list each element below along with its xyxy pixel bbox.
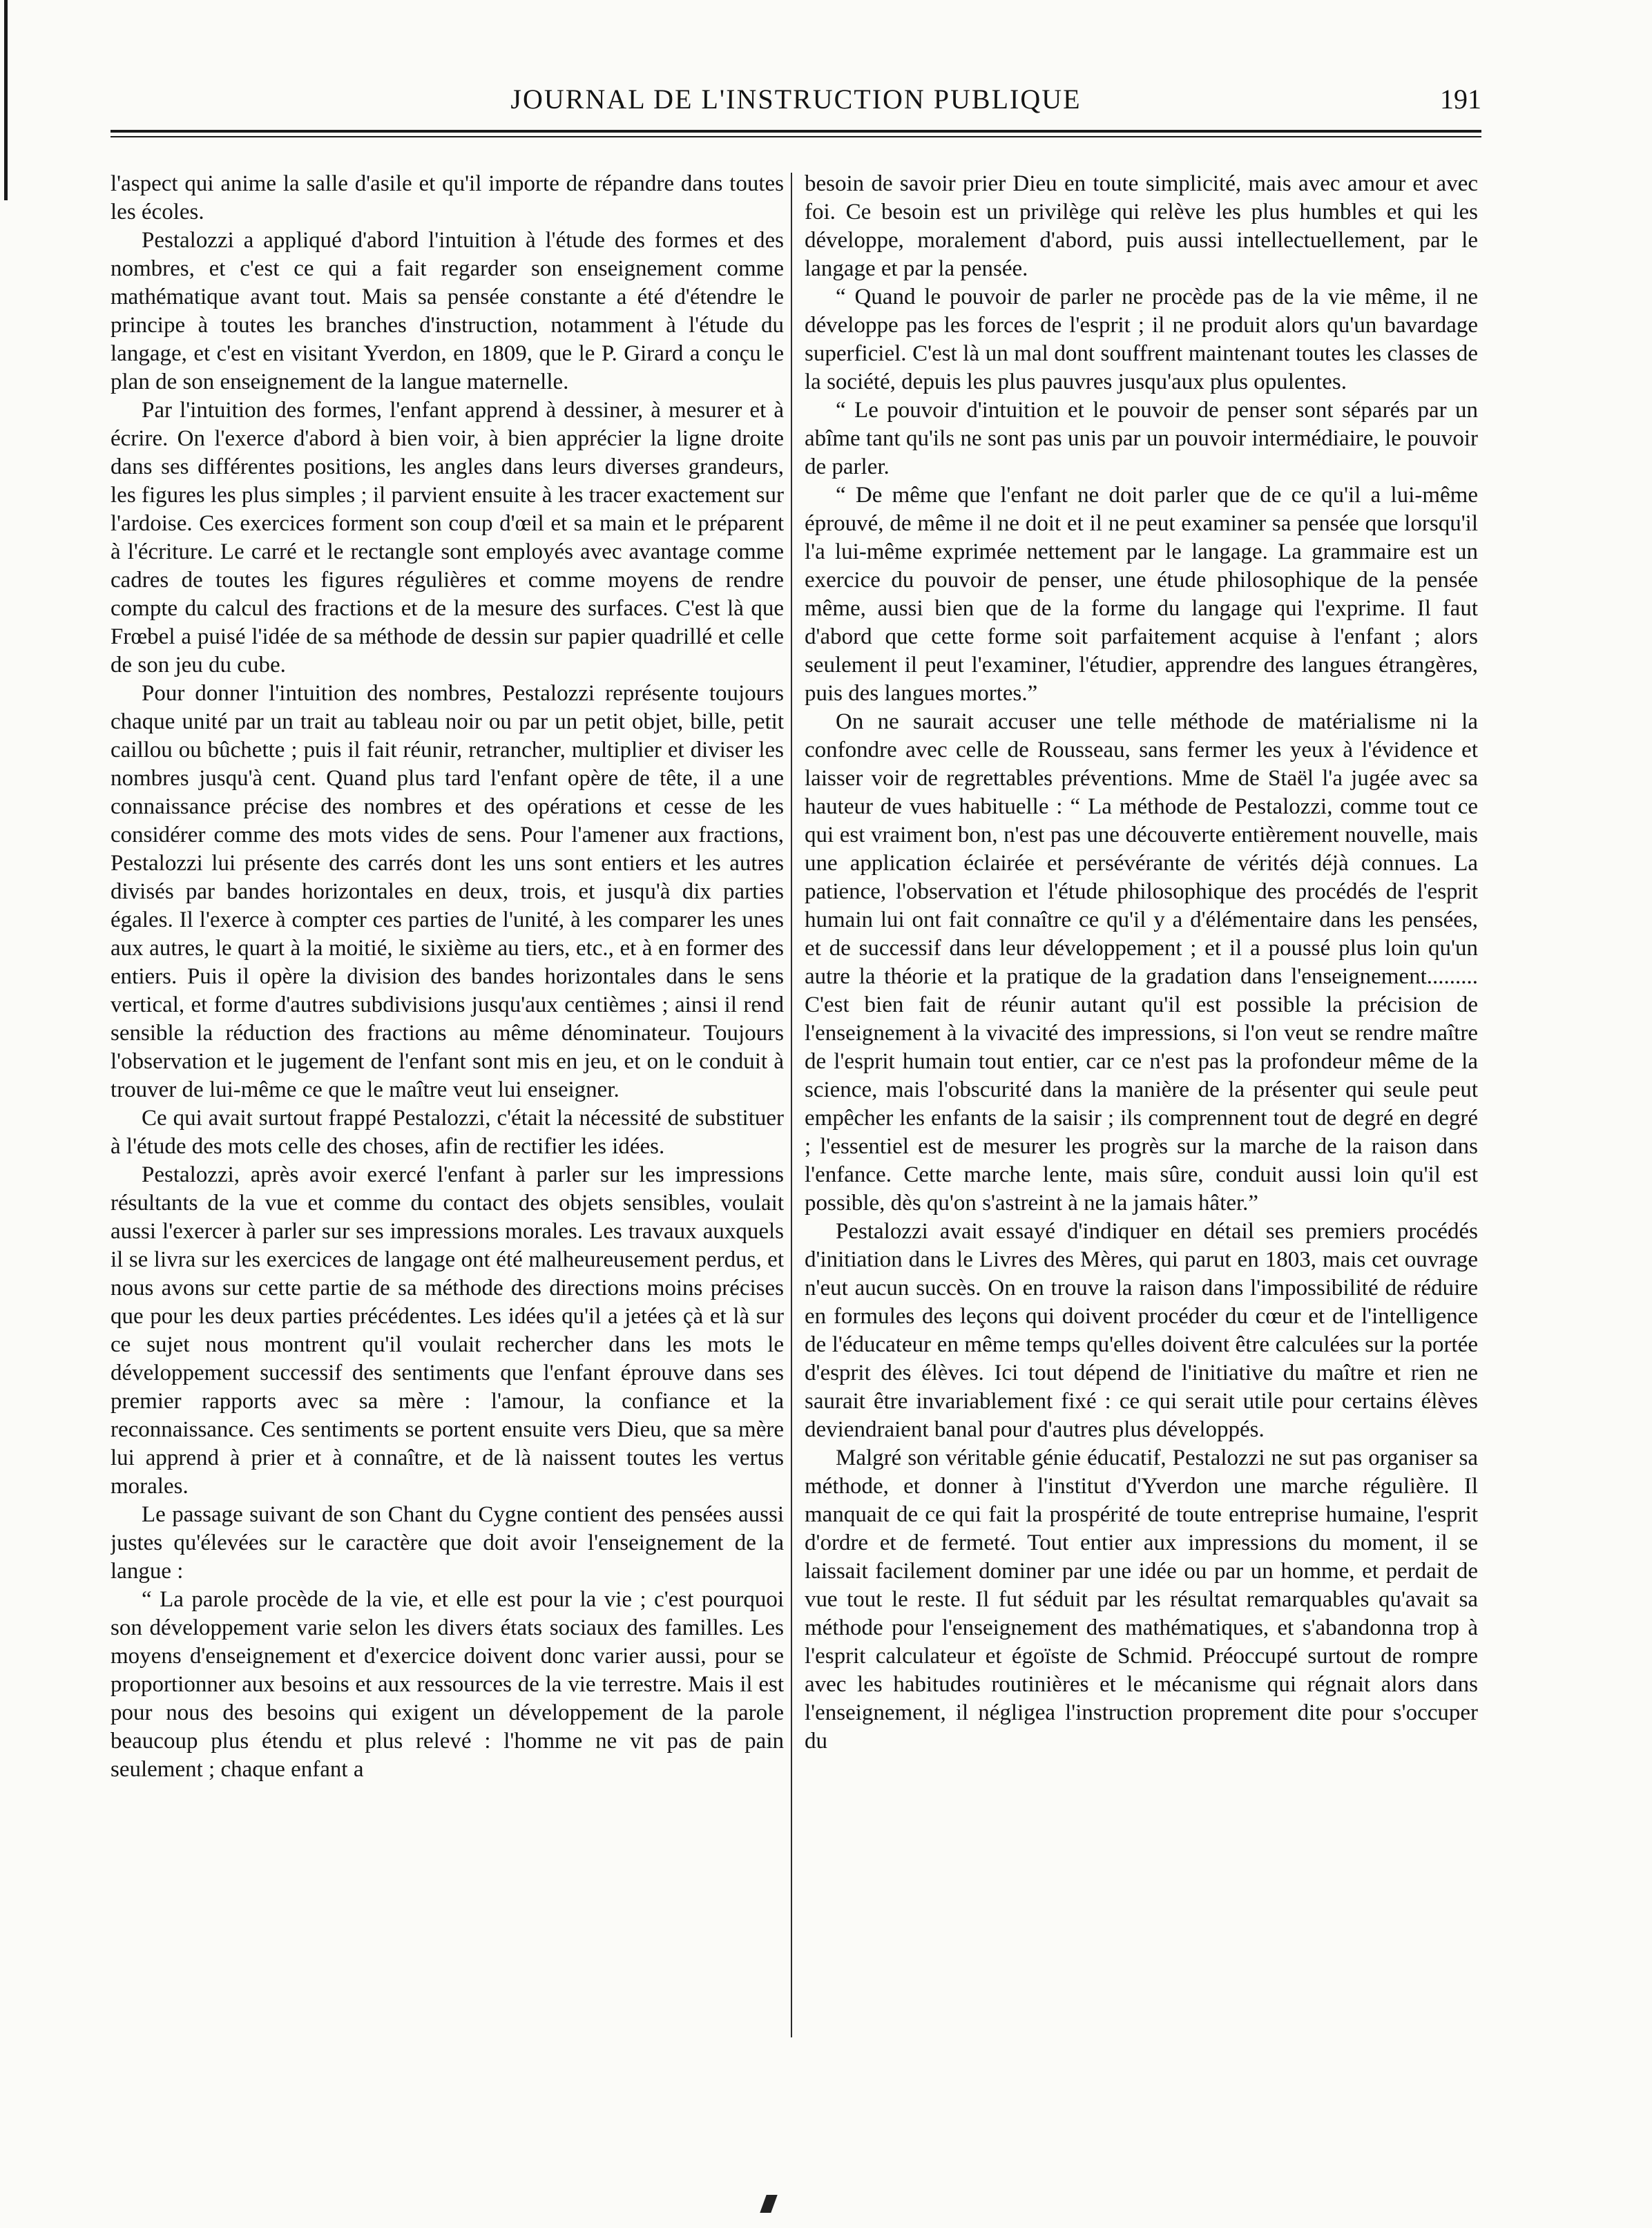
left-column	[111, 170, 784, 2062]
paragraph: Par l'intuition des formes, l'enfant apprend à dessiner, à mesurer et à écrire. On l'exerce d'abord à bien voir, à bien apprécier la ligne droite dans ses différentes positions, les angles dans leurs diverses grandeurs, les figures les plus simples ; il parvient ensuite à les tracer exactement sur l'ardoise. Ces exercices forment son coup d'œil et sa main et le préparent à l'écriture. Le carré et le rectangle sont employés avec avantage comme cadres de toutes les figures régulières et comme moyens de rendre compte du calcul des fractions et de la mesure des surfaces. C'est là que Frœbel a puisé l'idée de sa méthode de dessin sur papier quadrillé et celle de son jeu du cube.	[111, 398, 784, 678]
paragraph: Pestalozzi avait essayé d'indiquer en détail ses premiers procédés d'initiation dans le Livres des Mères, qui parut en 1803, mais cet ouvrage n'eut aucun succès. On en trouve la raison dans l'impossibilité de réduire en formules des leçons qui doivent procéder du cœur et de l'intelligence de l'éducateur en même temps qu'elles doivent être calculées sur la portée d'esprit des élèves. Ici tout dépend de l'initiative du maître et rien ne saurait être invariablement fixé : ce qui serait utile pour certains élèves deviendraient banal pour d'autres plus développés.	[805, 1219, 1478, 1442]
paragraph: On ne saurait accuser une telle méthode de matérialisme ni la confondre avec celle de Rousseau, sans fermer les yeux à l'évidence et laisser voir de regrettables préventions. Mme de Staël l'a jugée avec sa hauteur de vues habituelle : “ La méthode de Pestalozzi, comme tout ce qui est vraiment bon, n'est pas une découverte entièrement nouvelle, mais une application éclairée et persévérante de vérités déjà connues. La patience, l'observation et l'étude philosophique des procédés de l'esprit humain lui ont fait connaître ce qu'il y a d'élémentaire dans les pensées, et de successif dans leur développement ; et il a poussé plus loin qu'un autre la théorie et la pratique de la gradation dans l'enseignement......... C'est bien fait de réunir autant qu'il est possible la précision de l'enseignement à la vivacité des impressions, si l'on veut se rendre maître de l'esprit humain tout entier, car ce n'est pas la profondeur même de la science, mais l'obscurité dans la manière de la présenter qui seule peut empêcher les enfants de la saisir ; ils comprennent tout de degré en degré ; l'essentiel est de mesurer les progrès sur la marche de la raison dans l'enfance. Cette marche lente, mais sûre, conduit aussi loin qu'il est possible, dès qu'on s'astreint à ne la jamais hâter.”	[805, 709, 1478, 1216]
header-rule-thin	[111, 136, 1481, 137]
page-edge-mark	[4, 0, 8, 200]
quoted-paragraph: “ Quand le pouvoir de parler ne procède pas de la vie même, il ne développe pas les forces de l'esprit ; il ne produit alors qu'un bavardage superficiel. C'est là un mal dont souffrent maintenant toutes les classes de la société, depuis les plus pauvres jusqu'aux plus opulentes.	[805, 285, 1478, 394]
paragraph: l'aspect qui anime la salle d'asile et qu'il importe de répandre dans toutes les écoles.	[111, 171, 784, 224]
quoted-paragraph: “ La parole procède de la vie, et elle est pour la vie ; c'est pourquoi son développement varie selon les divers états sociaux des familles. Les moyens d'enseignement et d'exercice doivent donc varier aussi, pour se proportionner aux besoins et aux ressources de la vie terrestre. Mais il est pour nous des besoins qui exigent un développement de la parole beaucoup plus étendu et plus relevé : l'homme ne vit pas de pain seulement ; chaque enfant a	[111, 1587, 784, 1782]
paragraph: Pestalozzi a appliqué d'abord l'intuition à l'étude des formes et des nombres, et c'est ce qui a fait regarder son enseignement comme mathématique avant tout. Mais sa pensée constante a été d'étendre le principe à toutes les branches d'instruction, notamment à l'étude du langage, et c'est en visitant Yverdon, en 1809, que le P. Girard a conçu le plan de son enseignement de la langue maternelle.	[111, 228, 784, 394]
paragraph: Malgré son véritable génie éducatif, Pestalozzi ne sut pas organiser sa méthode, et donner à l'institut d'Yverdon une marche régulière. Il manquait de ce qui fait la prospérité de toute entreprise humaine, l'esprit d'ordre et de fermeté. Tout entier aux impressions du moment, il se laissait facilement dominer par une idée ou par un homme, et perdait de vue tout le reste. Il fut séduit par les résultat remarquables qu'avait sa méthode pour l'enseignement des mathématiques, et s'abandonna trop à l'esprit calculateur et égoïste de Schmid. Préoccupé surtout de rompre avec les habitudes routinières et le mécanisme qui régnait alors dans l'enseignement, il négligea l'instruction proprement dite pour s'occuper du	[805, 1446, 1478, 1754]
column-divider	[791, 173, 792, 2037]
paragraph: Le passage suivant de son Chant du Cygne contient des pensées aussi justes qu'élevées sur le caractère que doit avoir l'enseignement de la langue :	[111, 1502, 784, 1584]
quoted-paragraph: “ De même que l'enfant ne doit parler que de ce qu'il a lui-même éprouvé, de même il ne doit et il ne peut examiner sa pensée que lorsqu'il l'a lui-même exprimée nettement par le langage. La grammaire est un exercice du pouvoir de penser, une étude philosophique de la pensée même, aussi bien que de la forme du langage qui l'exprime. Il faut d'abord que cette forme soit parfaitement acquise à l'enfant ; alors seulement il peut l'examiner, l'étudier, apprendre des langues étrangères, puis des langues mortes.”	[805, 483, 1478, 706]
running-header	[111, 83, 1481, 124]
paragraph: Pestalozzi, après avoir exercé l'enfant à parler sur les impressions résultants de la vue et comme du contact des objets sensibles, voulait aussi l'exercer à parler sur ses impressions morales. Les travaux auxquels il se livra sur les exercices de langage ont été malheureusement perdus, et nous avons sur cette partie de sa méthode des directions moins précises que pour les deux parties précédentes. Les idées qu'il a jetées çà et là sur ce sujet nous montrent qu'il voulait rechercher dans les mots le développement successif des sentiments que l'enfant éprouve dans ses premier rapports avec sa mère : l'amour, la confiance et la reconnaissance. Ces sentiments se portent ensuite vers Dieu, que sa mère lui apprend à prier et à connaître, et de là naissent toutes les vertus morales.	[111, 1162, 784, 1499]
right-column	[805, 170, 1478, 2062]
printer-mark	[760, 2195, 777, 2213]
quoted-paragraph: “ Le pouvoir d'intuition et le pouvoir de penser sont séparés par un abîme tant qu'ils ne sont pas unis par un pouvoir intermédiaire, le pouvoir de parler.	[805, 398, 1478, 479]
paragraph: Ce qui avait surtout frappé Pestalozzi, c'était la nécessité de substituer à l'étude des mots celle des choses, afin de rectifier les idées.	[111, 1106, 784, 1159]
page-number: 191	[1440, 84, 1481, 115]
header-rule-thick	[111, 130, 1481, 133]
journal-title: JOURNAL DE L'INSTRUCTION PUBLIQUE	[510, 84, 1082, 115]
paragraph: besoin de savoir prier Dieu en toute simplicité, mais avec amour et avec foi. Ce besoin est un privilège qui relève les plus humbles et qui les développe, moralement d'abord, puis aussi intellectuellement, par le langage et par la pensée.	[805, 171, 1478, 281]
paragraph: Pour donner l'intuition des nombres, Pestalozzi représente toujours chaque unité par un trait au tableau noir ou par un petit objet, bille, petit caillou ou bûchette ; puis il fait réunir, retrancher, multiplier et diviser les nombres jusqu'à cent. Quand plus tard l'enfant opère de tête, il a une connaissance précise des nombres et des opérations et cesse de les considérer comme des mots vides de sens. Pour l'amener aux fractions, Pestalozzi lui présente des carrés dont les uns sont entiers et les autres divisés par bandes horizontales en deux, trois, et jusqu'à dix parties égales. Il l'exerce à compter ces parties de l'unité, à les comparer les unes aux autres, le quart à la moitié, le sixième au tiers, etc., et à en former des entiers. Puis il opère la division des bandes horizontales dans le sens vertical, et forme d'autres subdivisions jusqu'aux centièmes ; ainsi il rend sensible la réduction des fractions au même dénominateur. Toujours l'observation et le jugement de l'enfant sont mis en jeu, et on le conduit à trouver de lui-même ce que le maître veut lui enseigner.	[111, 681, 784, 1102]
